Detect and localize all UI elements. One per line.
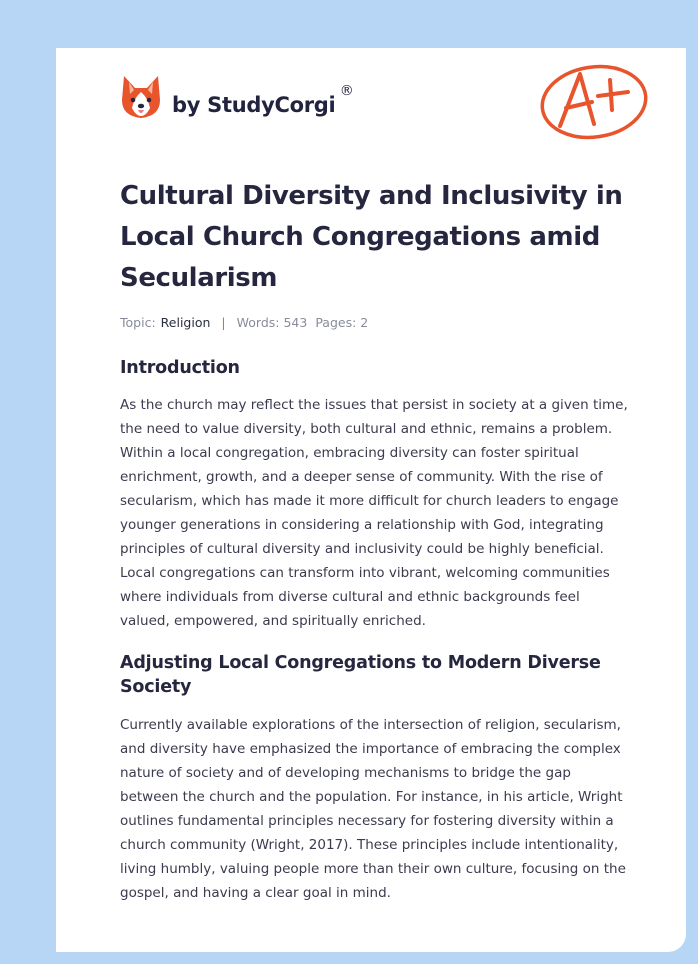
corgi-logo-icon xyxy=(120,74,162,122)
topic-label: Topic: xyxy=(120,315,156,330)
section-body-adjusting: Currently available explorations of the intersection of religion, secularism, and diversity have emphasized the importance of embracing the complex nature of society and of developing mechanisms to bridge the gap between the church and the population. For instance, in his article, Wright outlines fundamental principles necessary for fostering diversity within a church community (Wright, 2017). These principles include intentionality, living humbly, valuing people more than their own culture, focusing on the gospel, and having a clear goal in mind. xyxy=(120,717,626,901)
studycorgi-logo[interactable] xyxy=(120,74,354,122)
essay-title: Cultural Diversity and Inclusivity in Local Church Congregations amid Secularism xyxy=(120,181,623,293)
registered-mark: ® xyxy=(339,83,354,99)
word-count: Words: 543 xyxy=(236,315,308,330)
section-heading-introduction: Introduction xyxy=(120,358,240,378)
essay-meta xyxy=(120,315,632,330)
essay-content xyxy=(120,176,632,905)
meta-separator: | xyxy=(221,315,226,330)
grade-a-plus-stamp xyxy=(538,58,652,142)
header xyxy=(120,74,660,154)
section-body-introduction: As the church may reflect the issues that persist in society at a given time, the need to value diversity, both cultural and ethnic, remains a problem. Within a local congregation, embracing diversity can foster spiritual enrichment, growth, and a deeper sense of community. With the rise of secularism, which has made it more difficult for church leaders to engage younger generations in considering a relationship with God, integrating principles of cultural diversity and inclusivity could be highly beneficial. Local congregations can transform into vibrant, welcoming communities where individuals from diverse cultural and ethnic backgrounds feel valued, empowered, and spiritually enriched. xyxy=(120,397,628,629)
section-heading-adjusting: Adjusting Local Congregations to Modern Diverse Society xyxy=(120,653,601,697)
document-page xyxy=(56,48,686,952)
page-count: Pages: 2 xyxy=(315,315,369,330)
topic-link[interactable]: Religion xyxy=(160,315,211,330)
brand-name: by StudyCorgi ® xyxy=(172,83,354,117)
